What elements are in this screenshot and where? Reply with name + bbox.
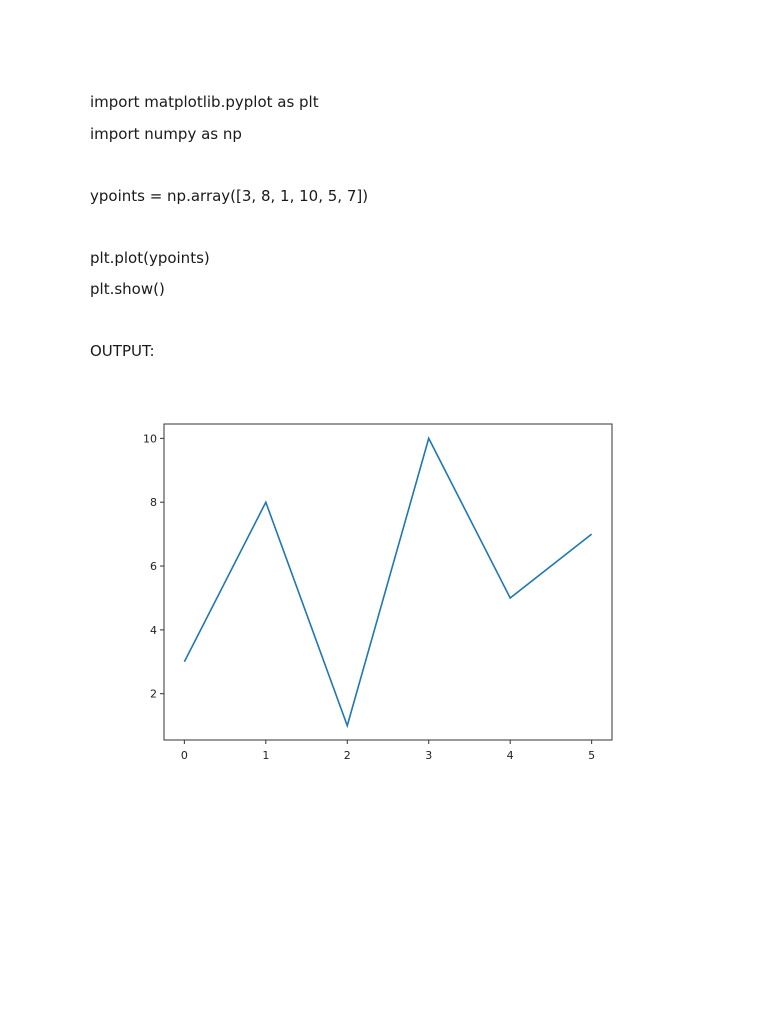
y-tick-label: 4 (150, 623, 157, 637)
y-tick-label: 2 (150, 687, 157, 701)
y-axis-ticks (143, 432, 164, 700)
code-line-ypoints: ypoints = np.array([3, 8, 1, 10, 5, 7]) (90, 187, 369, 205)
x-axis-ticks (181, 740, 595, 762)
output-label: OUTPUT: (90, 342, 155, 360)
series-layer (184, 438, 591, 725)
code-line-import-pyplot: import matplotlib.pyplot as plt (90, 93, 319, 111)
x-tick-label: 0 (180, 749, 188, 762)
y-tick-label: 6 (150, 560, 157, 574)
code-line-plot: plt.plot(ypoints) (90, 249, 210, 267)
line-chart (120, 415, 630, 770)
y-tick-label: 10 (143, 432, 157, 446)
x-tick-label: 5 (588, 749, 596, 762)
code-line-import-numpy: import numpy as np (90, 125, 242, 143)
series-line (184, 438, 591, 725)
x-tick-label: 1 (262, 749, 270, 762)
y-tick-label: 8 (150, 496, 157, 510)
x-tick-label: 3 (425, 749, 433, 762)
x-tick-label: 2 (343, 749, 351, 762)
x-tick-label: 4 (506, 749, 514, 762)
code-line-show: plt.show() (90, 280, 165, 298)
